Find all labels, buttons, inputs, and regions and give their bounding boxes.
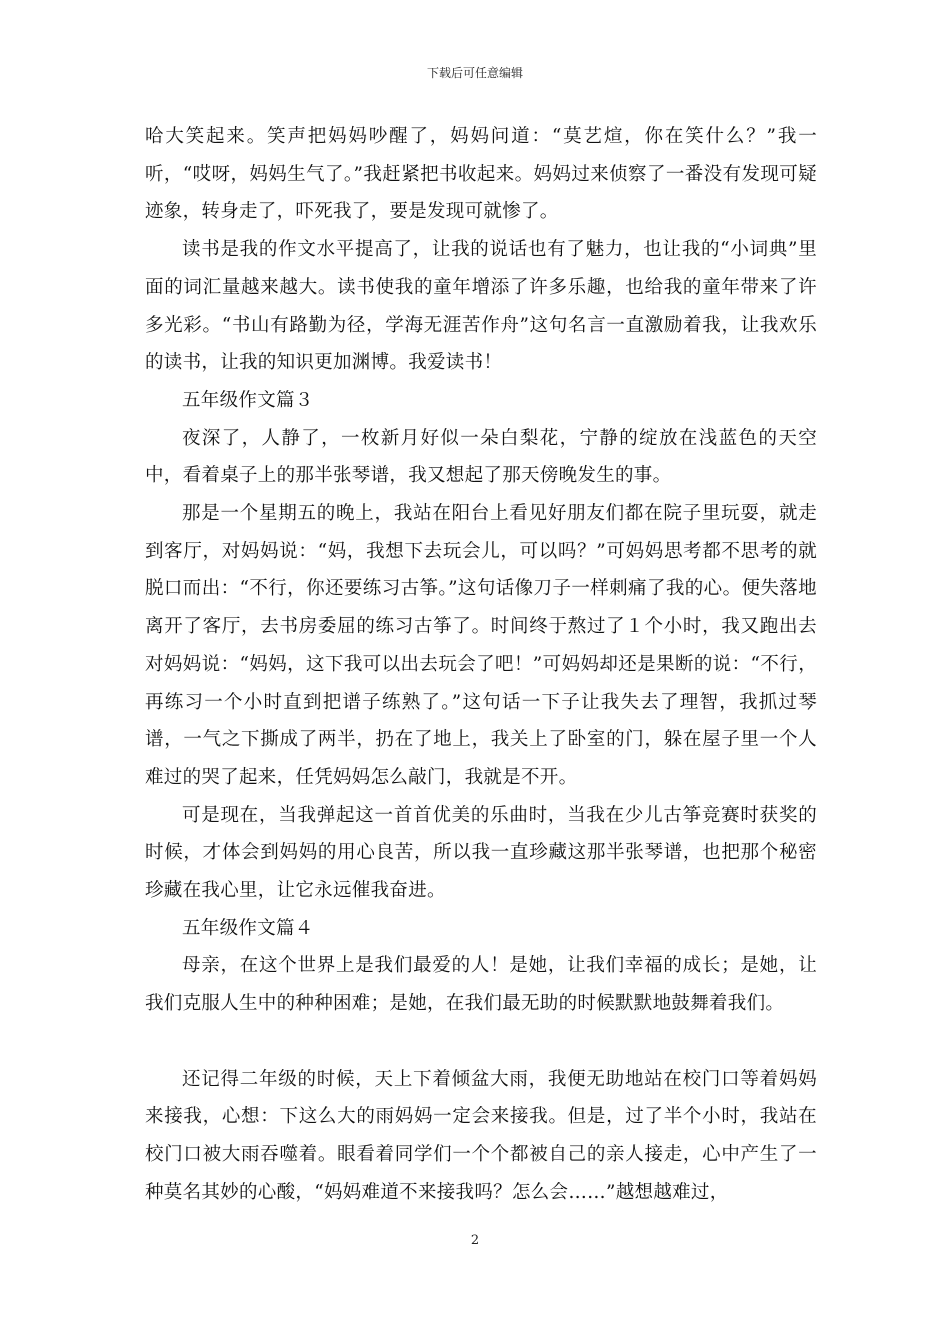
- paragraph-2: 读书是我的作文水平提高了，让我的说话也有了魅力，也让我的“小词典”里面的词汇量越来越大。读书使我的童年增添了许多乐趣，也给我的童年带来了许多光彩。“书山有路勤为径，学海无涯苦作舟”这句名言一直激励着我，让我欢乐的读书，让我的知识更加渊博。我爱读书！: [145, 239, 817, 374]
- page-header: 下载后可任意编辑: [426, 66, 523, 80]
- paragraph-1: 哈大笑起来。笑声把妈妈吵醒了，妈妈问道：“莫艺煊，你在笑什么？”我一听，“哎呀，妈妈生气了。”我赶紧把书收起来。妈妈过来侦察了一番没有发现可疑迹象，转身走了，吓死我了，要是发现可就惨了。: [145, 126, 817, 223]
- paragraph-5: 可是现在，当我弹起这一首首优美的乐曲时，当我在少儿古筝竞赛时获奖的时候，才体会到妈妈的用心良苦，所以我一直珍藏这那半张琴谱，也把那个秘密珍藏在我心里，让它永远催我奋进。: [145, 804, 817, 902]
- paragraph-6: 母亲，在这个世界上是我们最爱的人！是她，让我们幸福的成长；是她，让我们克服人生中的种种困难；是她，在我们最无助的时候默默地鼓舞着我们。: [145, 955, 817, 1015]
- blank-line: [145, 1023, 817, 1061]
- paragraph-7: 还记得二年级的时候，天上下着倾盆大雨，我便无助地站在校门口等着妈妈来接我，心想：下这么大的雨妈妈一定会来接我。但是，过了半个小时，我站在校门口被大雨吞噬着。眼看着同学们一个个都被自己的亲人接走，心中产生了一种莫名其妙的心酸，“妈妈难道不来接我吗？怎么会……”越想越难过，: [145, 1068, 817, 1203]
- paragraph-3: 夜深了，人静了，一枚新月好似一朵白梨花，宁静的绽放在浅蓝色的天空中，看着桌子上的那半张琴谱，我又想起了那天傍晚发生的事。: [145, 427, 817, 487]
- section-heading-4: 五年级作文篇４: [182, 917, 314, 939]
- section-heading-3: 五年级作文篇３: [182, 389, 314, 411]
- document-body: [145, 118, 817, 1211]
- paragraph-4: 那是一个星期五的晚上，我站在阳台上看见好朋友们都在院子里玩耍，就走到客厅，对妈妈说：“妈，我想下去玩会儿，可以吗？”可妈妈思考都不思考的就脱口而出：“不行，你还要练习古筝。”这句话像刀子一样刺痛了我的心。便失落地离开了客厅，去书房委屈的练习古筝了。时间终于熬过了１个小时，我又跑出去对妈妈说：“妈妈，这下我可以出去玩会了吧！”可妈妈却还是果断的说：“不行，再练习一个小时直到把谱子练熟了。”这句话一下子让我失去了理智，我抓过琴谱，一气之下撕成了两半，扔在了地上，我关上了卧室的门，躲在屋子里一个人难过的哭了起来，任凭妈妈怎么敲门，我就是不开。: [145, 503, 817, 788]
- page-number: 2: [470, 1233, 480, 1248]
